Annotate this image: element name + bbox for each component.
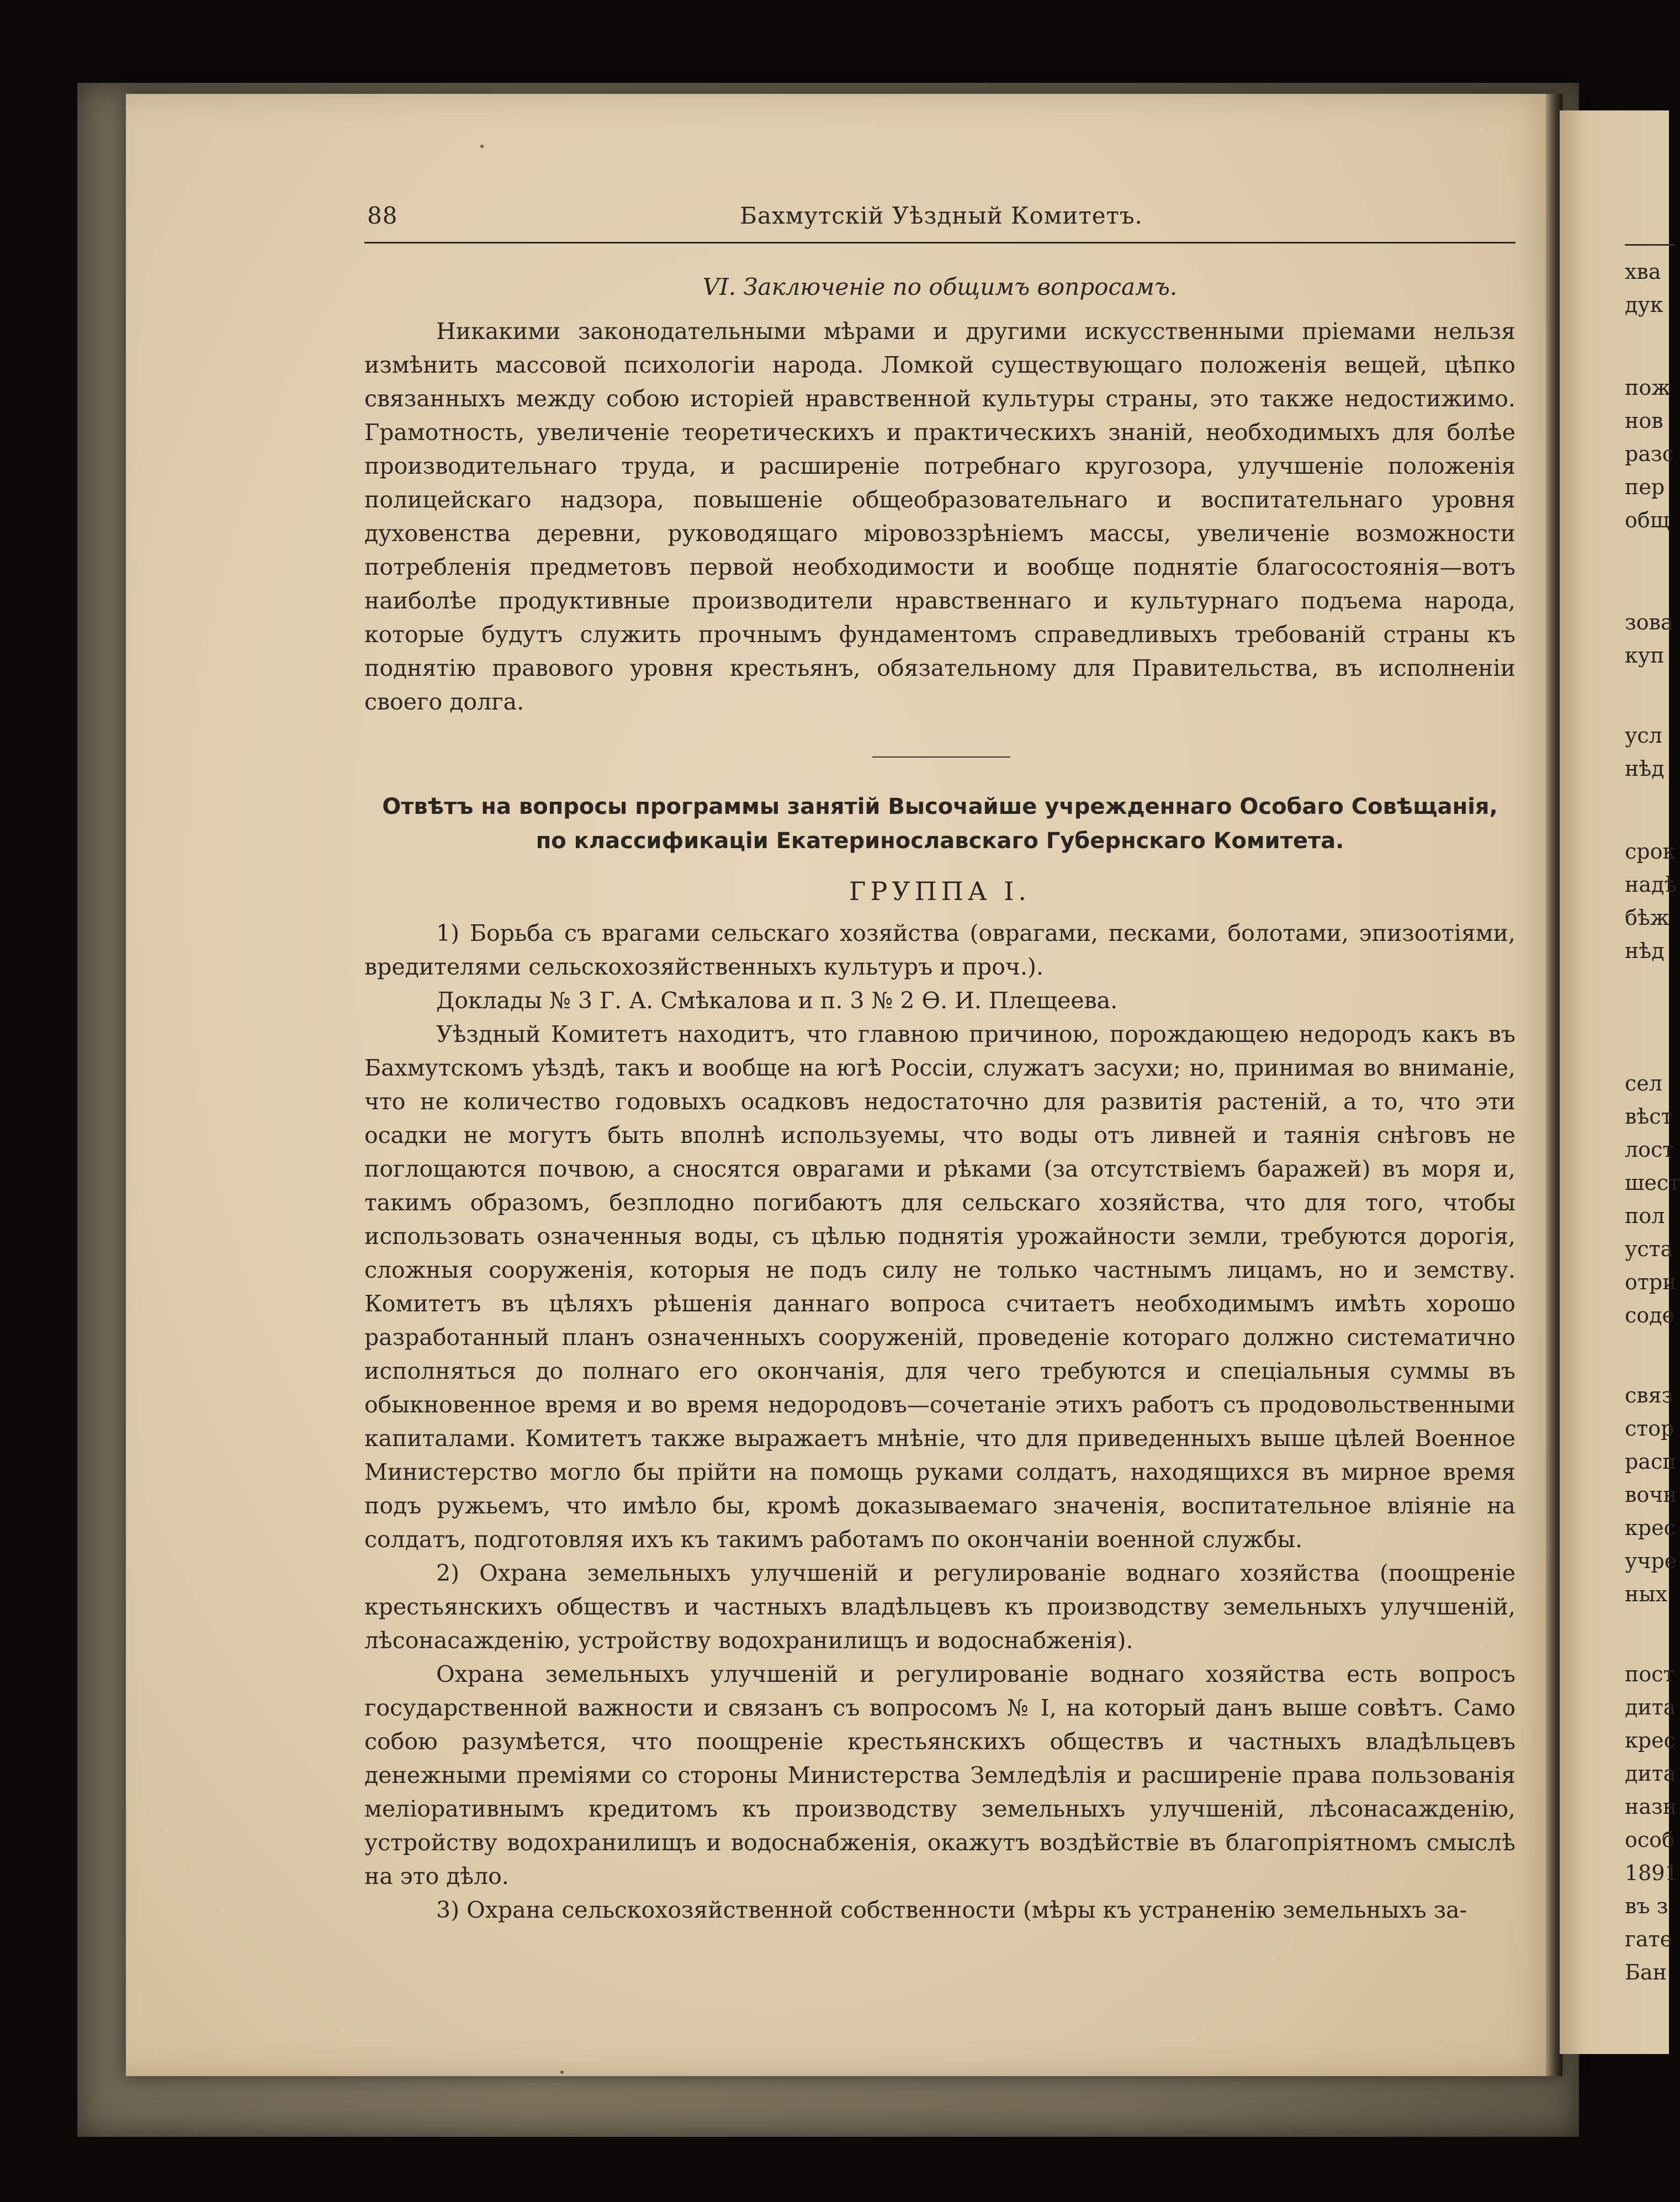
running-title: Бахмутскій Уѣздный Комитетъ.: [740, 202, 1143, 229]
group-text: [364, 917, 1515, 1927]
paper-speck: [560, 2071, 564, 2074]
section-title: VI. Заключеніе по общимъ вопросамъ.: [702, 273, 1178, 300]
facing-fragment: лост: [1625, 1137, 1674, 1162]
conclusion-paragraph: Никакими законодательными мѣрами и другими искусственными пріемами нельзя измѣнить массовой психологіи народа. Ломкой существующаго положенія вещей, цѣпко связанныхъ между собою исторіей нравственной культуры страны, это также недостижимо. Грамотность, увеличеніе теоретическихъ и практическихъ знаній, необходимыхъ для болѣе производительнаго труда, и расширеніе потребнаго кругозора, улучшеніе положенія полицейскаго надзора, повышеніе общеобразовательнаго и воспитательнаго уровня духовенства деревни, руководящаго міровоззрѣніемъ массы, увеличеніе возможности потребленія предметовъ первой необходимости и вообще поднятіе благосостоянія—вотъ наиболѣе продуктивные производители нравственнаго и культурнаго подъема народа, которые будутъ служить прочнымъ фундаментомъ справедливыхъ требованій страны къ поднятію правового уровня крестьянъ, обязательному для Правительства, въ исполненіи своего долга.: [364, 318, 1515, 715]
facing-fragment: хва: [1625, 260, 1661, 284]
facing-fragment: вѣст: [1625, 1104, 1673, 1129]
facing-fragment: шест: [1625, 1171, 1680, 1195]
facing-fragment: стор: [1625, 1416, 1674, 1441]
header-rule: [364, 242, 1515, 244]
facing-fragment: расп: [1625, 1449, 1677, 1474]
facing-fragment: пол: [1625, 1204, 1665, 1228]
facing-fragment: особ: [1625, 1828, 1674, 1852]
facing-fragment: общ: [1625, 508, 1670, 532]
item-paragraph: 1) Борьба съ врагами сельскаго хозяйства (оврагами, песками, болотами, эпизоотіями, вредителями сельскохозяйственныхъ культуръ и проч.).: [364, 920, 1515, 980]
facing-fragment: связ: [1625, 1383, 1673, 1407]
facing-fragment: отри: [1625, 1270, 1677, 1294]
facing-fragment: соде: [1625, 1303, 1675, 1327]
item-paragraph: 2) Охрана земельныхъ улучшеній и регулированіе воднаго хозяйства (поощреніе крестьянскихъ обществъ и частныхъ владѣльцевъ къ производству земельныхъ улучшеній, лѣсонасажденію, устройству водохранилищъ и водоснабженія).: [364, 1560, 1515, 1654]
facing-fragment: Бан: [1625, 1960, 1667, 1984]
facing-fragment: гате: [1625, 1927, 1673, 1951]
paper-speck: [480, 145, 484, 148]
conclusion-text: [364, 315, 1515, 719]
running-head: [367, 202, 1515, 235]
facing-fragment: усл: [1625, 723, 1662, 748]
facing-page-rule: [1625, 244, 1674, 246]
item-paragraph: 3) Охрана сельскохозяйственной собственности (мѣры къ устраненію земельныхъ за-: [436, 1897, 1467, 1923]
facing-fragment: бѣж: [1625, 906, 1670, 930]
group-title: ГРУППА I.: [849, 876, 1031, 906]
page-number: 88: [367, 202, 398, 229]
facing-fragment: пост: [1625, 1662, 1675, 1686]
facing-fragment: сел: [1625, 1071, 1662, 1095]
facing-fragment: ных: [1625, 1582, 1668, 1606]
facing-fragment: куп: [1625, 643, 1665, 668]
facing-fragment: пож: [1625, 375, 1671, 400]
facing-fragment: крес: [1625, 1728, 1676, 1753]
answer-heading: Отвѣтъ на вопросы программы занятій Высочайше учрежденнаго Особаго Совѣщанія, по классификаціи Екатеринославскаго Губернскаго Комитета.: [382, 794, 1498, 854]
facing-fragment: дита: [1625, 1761, 1676, 1786]
facing-fragment: вочн: [1625, 1483, 1677, 1507]
facing-fragment: разс: [1625, 442, 1674, 466]
facing-fragment: учре: [1625, 1549, 1677, 1573]
facing-page-edge: [1560, 110, 1680, 2054]
facing-fragment: нѣд: [1625, 756, 1665, 781]
facing-fragment: назн: [1625, 1795, 1677, 1819]
facing-fragment: крес: [1625, 1516, 1676, 1540]
facing-fragment: зова: [1625, 610, 1673, 634]
facing-fragment: въ з: [1625, 1894, 1668, 1918]
facing-fragment: нѣд: [1625, 939, 1665, 963]
facing-fragment: пер: [1625, 475, 1665, 499]
facing-fragment: уста: [1625, 1237, 1673, 1261]
facing-fragment: 1891: [1625, 1861, 1678, 1885]
section-separator: [872, 756, 1010, 758]
facing-fragment: дита: [1625, 1695, 1676, 1719]
facing-fragment: нов: [1625, 409, 1663, 433]
facing-fragment: срок: [1625, 839, 1676, 864]
item-paragraph: Охрана земельныхъ улучшеній и регулированіе воднаго хозяйства есть вопросъ государственной важности и связанъ съ вопросомъ № I, на который данъ выше совѣтъ. Само собою разумѣется, что поощреніе крестьянскихъ обществъ и частныхъ владѣльцевъ денежными преміями со стороны Министерства Земледѣлія и расширеніе права пользованія меліоративнымъ кредитомъ къ производству земельныхъ улучшеній, лѣсонасажденію, устройству водохранилищъ и водоснабженія, окажутъ воздѣйствіе въ благопріятномъ смыслѣ на это дѣло.: [364, 1661, 1515, 1889]
facing-fragment: надѣ: [1625, 872, 1677, 897]
item-paragraph: Доклады № 3 Г. А. Смѣкалова и п. 3 № 2 Ѳ. И. Плещеева.: [436, 987, 1118, 1014]
facing-fragment: дук: [1625, 293, 1663, 317]
item-paragraph: Уѣздный Комитетъ находитъ, что главною причиною, порождающею недородъ какъ въ Бахмутскомъ уѣздѣ, такъ и вообще на югѣ Россіи, служатъ засухи; но, принимая во вниманіе, что не количество годовыхъ осадковъ недостаточно для развитія растеній, а то, что эти осадки не могутъ быть вполнѣ используемы, что воды отъ ливней и таянія снѣговъ не поглощаются почвою, а сносятся оврагами и рѣками (за отсутствіемъ баражей) въ моря и, такимъ образомъ, безплодно погибаютъ для сельскаго хозяйства, что для того, чтобы использовать означенныя воды, съ цѣлью поднятія урожайности земли, требуются дорогія, сложныя сооруженія, которыя не подъ силу не только частнымъ лицамъ, но и земству. Комитетъ въ цѣляхъ рѣшенія даннаго вопроса считаетъ необходимымъ имѣть хорошо разработанный планъ означенныхъ сооруженій, проведеніе котораго должно систематично исполняться до полнаго его окончанія, для чего требуются и спеціальныя суммы въ обыкновенное время и во время недородовъ—сочетаніе этихъ работъ съ продовольственными капиталами. Комитетъ также выражаетъ мнѣніе, что для приведенныхъ выше цѣлей Военное Министерство могло бы прійти на помощь руками солдатъ, находящихся въ мирное время подъ ружьемъ, что имѣло бы, кромѣ доказываемаго значенія, воспитательное вліяніе на солдатъ, подготовляя ихъ къ такимъ работамъ по окончаніи военной службы.: [364, 1021, 1515, 1553]
